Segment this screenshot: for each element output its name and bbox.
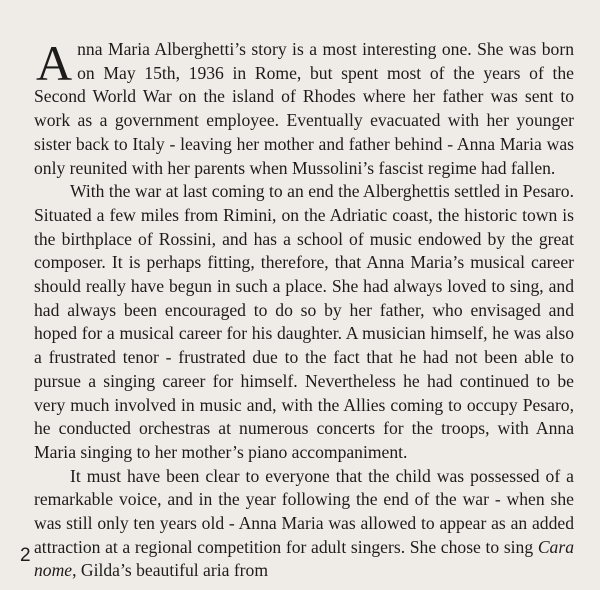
- paragraph-3-text-before: It must have been clear to everyone that the child was possessed of a remarkable voice, and in the year following the end of the war - when she was still only ten years old - Anna Maria was allowed to appear as an added attraction at a regional competition for adult singers. She chose to sing: [34, 465, 574, 557]
- page-number: 2: [20, 545, 31, 566]
- drop-cap: A: [36, 35, 73, 91]
- body-text: [34, 35, 574, 583]
- paragraph-2-text: With the war at last coming to an end the Alberghettis settled in Pesaro. Situated a few miles from Rimini, on the Adriatic coast, the historic town is the birthplace of Rossini, and has a school of music endowed by the great composer. It is perhaps fitting, therefore, that Anna Maria’s musical career should really have begun in such a place. She had always loved to sing, and had always been encouraged to do so by her father, who envisaged and hoped for a musical career for his daughter. A musician himself, he was also a frustrated tenor - frustrated due to the fact that he had not been able to pursue a singing career for himself. Nevertheless he had continued to be very much involved in music and, with the Allies coming to occupy Pesaro, he conducted orchestras at numerous concerts for the troops, with Anna Maria singing to her mother’s piano accompaniment.: [34, 181, 574, 462]
- paragraph-3: [34, 465, 574, 584]
- paragraph-1-text: nna Maria Alberghetti’s story is a most interesting one. She was born on May 15th, 1936 in Rome, but spent most of the years of the Second World War on the island of Rhodes where her father was sent to work as a government employee. Eventually evacuated with her younger sister back to Italy - leaving her mother and father behind - Anna Maria was only reunited with her parents when Mussolini’s fascist regime had fallen.: [34, 39, 574, 178]
- aria-title: Cara nome: [34, 536, 574, 581]
- paragraph-1: [34, 35, 574, 180]
- paragraph-2: [34, 180, 574, 464]
- paragraph-3-text-after: , Gilda’s beautiful aria from: [72, 560, 269, 581]
